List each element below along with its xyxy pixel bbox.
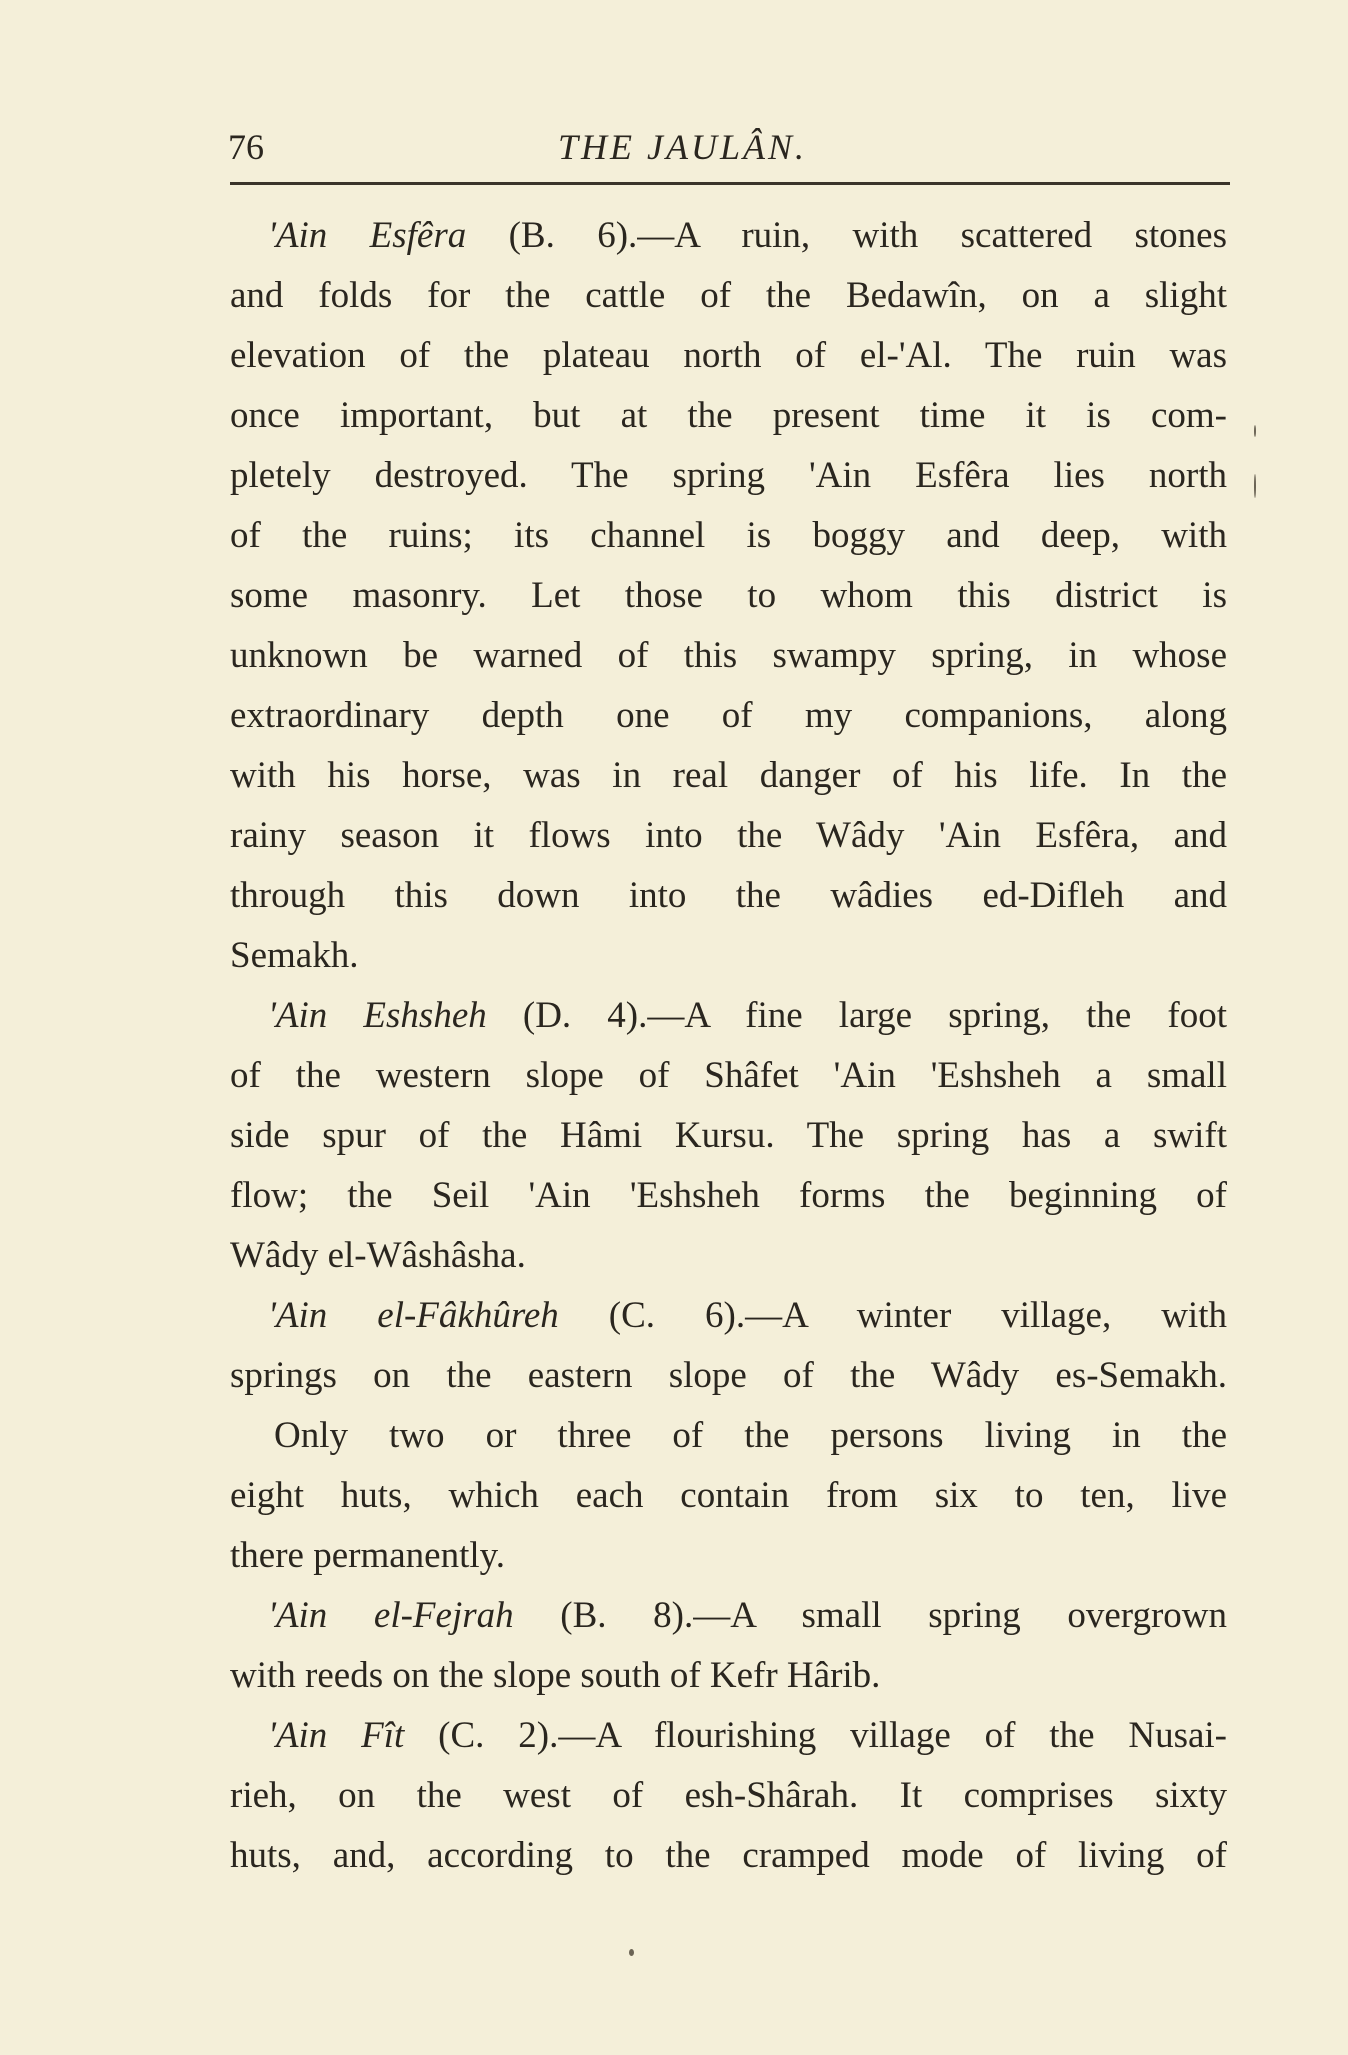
line-text: unknown be warned of this swampy spring, in whose [230, 635, 1227, 676]
line-text: there permanently. [230, 1535, 505, 1576]
entry-name: 'Ain Esfêra [268, 215, 467, 256]
text-line [230, 1346, 1227, 1406]
text-line [230, 266, 1227, 326]
text-line [230, 746, 1227, 806]
text-line [230, 1706, 1227, 1766]
text-line [230, 926, 1227, 986]
line-text: (D. 4).—A fine large spring, the foot [486, 995, 1227, 1036]
entry-name: 'Ain el-Fâkhûreh [268, 1295, 559, 1336]
line-text: huts, and, according to the cramped mode of living of [230, 1835, 1227, 1876]
text-line [230, 986, 1227, 1046]
line-text: side spur of the Hâmi Kursu. The spring has a swift [230, 1115, 1227, 1156]
text-line [230, 1286, 1227, 1346]
header-rule [230, 182, 1230, 185]
text-line [230, 1106, 1227, 1166]
line-text: with reeds on the slope south of Kefr Hârib. [230, 1655, 881, 1696]
line-text: rieh, on the west of esh-Shârah. It comprises sixty [230, 1775, 1227, 1816]
text-line [230, 1526, 1227, 1586]
text-line [230, 626, 1227, 686]
text-line [230, 1826, 1227, 1886]
text-line [230, 1586, 1227, 1646]
text-line [230, 1646, 1227, 1706]
text-line [230, 1166, 1227, 1226]
text-line [230, 1046, 1227, 1106]
text-line [230, 686, 1227, 746]
line-text: (B. 6).—A ruin, with scattered stones [466, 215, 1227, 256]
text-line [230, 446, 1227, 506]
body-text [230, 206, 1227, 1886]
line-text: springs on the eastern slope of the Wâdy es-Semakh. [230, 1355, 1227, 1396]
entry-name: 'Ain el-Fejrah [268, 1595, 514, 1636]
paper-speck [629, 1949, 634, 1956]
text-line [230, 1226, 1227, 1286]
text-line [230, 386, 1227, 446]
line-text: (C. 6).—A winter village, with [558, 1295, 1227, 1336]
text-line [230, 206, 1227, 266]
paper-speck [1254, 474, 1256, 498]
page-header [228, 118, 1228, 178]
entry-name: 'Ain Fît [268, 1715, 405, 1756]
line-text: of the western slope of Shâfet 'Ain 'Eshsheh a small [230, 1055, 1227, 1096]
line-text: Wâdy el-Wâshâsha. [230, 1235, 526, 1276]
line-text: through this down into the wâdies ed-Difleh and [230, 875, 1227, 916]
text-line [230, 506, 1227, 566]
line-text: of the ruins; its channel is boggy and deep, with [230, 515, 1227, 556]
line-text: and folds for the cattle of the Bedawîn, on a slight [230, 275, 1227, 316]
text-line [230, 566, 1227, 626]
line-text: rainy season it flows into the Wâdy 'Ain Esfêra, and [230, 815, 1227, 856]
line-text: extraordinary depth one of my companions, along [230, 695, 1227, 736]
text-line [230, 326, 1227, 386]
line-text: pletely destroyed. The spring 'Ain Esfêra lies north [230, 455, 1227, 496]
paper-speck [1254, 425, 1256, 437]
text-line [230, 806, 1227, 866]
text-line [230, 1766, 1227, 1826]
running-head: THE JAULÂN. [558, 127, 807, 167]
line-text: with his horse, was in real danger of his life. In the [230, 755, 1227, 796]
line-text: eight huts, which each contain from six to ten, live [230, 1475, 1227, 1516]
line-text: Semakh. [230, 935, 359, 976]
page-number: 76 [228, 127, 264, 167]
entry-name: 'Ain Eshsheh [268, 995, 487, 1036]
line-text: flow; the Seil 'Ain 'Eshsheh forms the beginning of [230, 1175, 1227, 1216]
text-line [230, 1466, 1227, 1526]
line-text: (B. 8).—A small spring overgrown [513, 1595, 1227, 1636]
text-line [230, 1406, 1227, 1466]
line-text: some masonry. Let those to whom this district is [230, 575, 1227, 616]
line-text: elevation of the plateau north of el-'Al. The ruin was [230, 335, 1227, 376]
line-text: Only two or three of the persons living in the [274, 1415, 1227, 1456]
line-text: once important, but at the present time it is com- [230, 395, 1227, 436]
text-line [230, 866, 1227, 926]
line-text: (C. 2).—A flourishing village of the Nusai- [404, 1715, 1227, 1756]
